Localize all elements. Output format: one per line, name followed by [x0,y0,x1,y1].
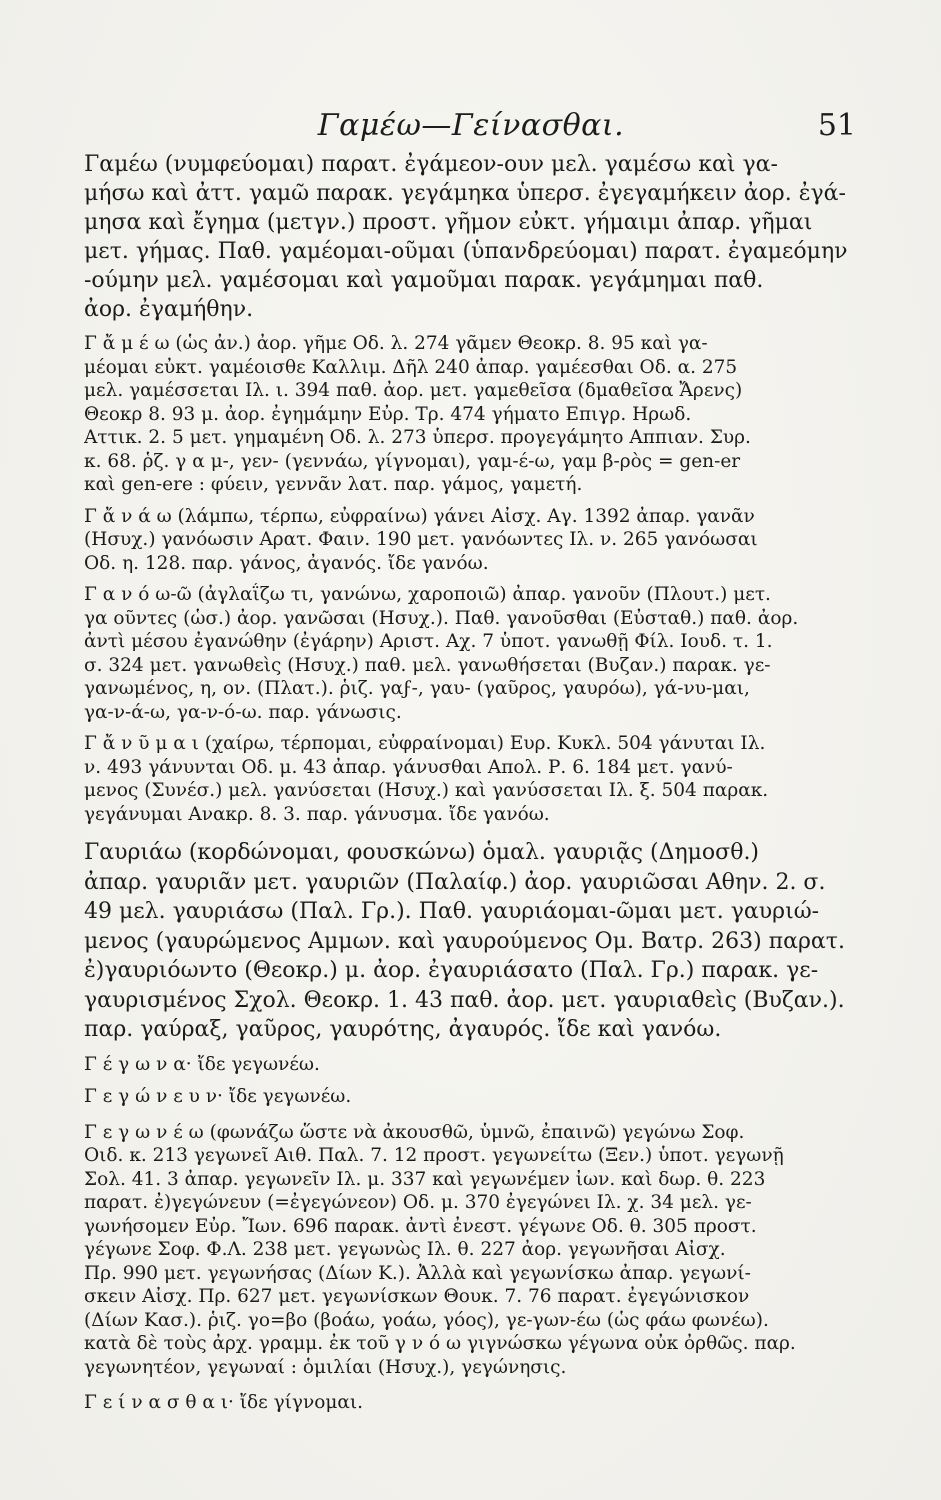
entry-line: (Ησυχ.) γανόωσιν Αρατ. Φαιν. 190 μετ. γανόωντες Ιλ. ν. 265 γανόωσαι [84,529,758,550]
entry-line: Γαυριάω (κορδώνομαι, φουσκώνω) ὁμαλ. γαυριᾷς (Δημοσθ.) [84,840,760,865]
entry-line: κ. 68. ῥζ. γ α μ-, γεν- (γεννάω, γίγνομαι), γαμ-έ-ω, γαμ β-ρὸς = gen-er [84,450,741,472]
dictionary-entry-ganao [84,505,866,576]
entry-gap [84,497,866,505]
dictionary-entry-ganymai [84,732,866,826]
dictionary-body [84,150,866,1415]
entry-line: Γ ἄ ν ῦ μ α ι (χαίρω, τέρπομαι, εὐφραίνομαι) Ευρ. Κυκλ. 504 γάνυται Ιλ. [84,733,766,754]
running-head: Γαμέω—Γείνασθαι. [317,108,625,143]
entry-gap [84,1109,866,1121]
entry-line: γεγάνυμαι Ανακρ. 8. 3. παρ. γάνυσμα. ἴδε γανόω. [84,803,550,825]
dictionary-entry-gegoneu [84,1085,866,1109]
dictionary-entry-gauriao [84,838,866,1045]
entry-line: μησα καὶ ἔγημα (μετγν.) προστ. γῆμον εὐκτ. γήμαιμι ἀπαρ. γῆμαι [84,210,813,235]
entry-line: Γ α ν ό ω-ῶ (ἀγλαΐζω τι, γανώνω, χαροποιῶ) ἀπαρ. γανοῦν (Πλουτ.) μετ. [84,584,771,605]
entry-line: -ούμην μελ. γαμέσομαι καὶ γαμοῦμαι παρακ. γεγάμημαι παθ. [84,268,764,293]
entry-line: ἐ)γαυριόωντο (Θεοκρ.) μ. ἀορ. ἐγαυριάσατο (Παλ. Γρ.) παρακ. γε- [84,958,819,983]
dictionary-entry-ganoo [84,583,866,724]
entry-line: Οδ. η. 128. παρ. γάνος, ἀγανός. ἴδε γανόω. [84,552,489,574]
entry-line: Γ ἄ ν ά ω (λάμπω, τέρπω, εὐφραίνω) γάνει Αἰσχ. Αγ. 1392 ἀπαρ. γανᾶν [84,505,755,527]
entry-line: μενος (γαυρώμενος Αμμων. καὶ γαυρούμενος Ομ. Βατρ. 263) παρατ. [84,928,845,954]
dictionary-entry-gameo [84,150,866,324]
entry-line: ἀντὶ μέσου ἐγανώθην (ἐγάρην) Αριστ. Αχ. 7 ὑποτ. γανωθῇ Φίλ. Ιουδ. τ. 1. [84,631,773,652]
dictionary-entry-gameo-poetic [84,332,866,497]
entry-line: σκειν Αἰσχ. Πρ. 627 μετ. γεγωνίσκων Θουκ. 7. 76 παρατ. ἐγεγώνισκον [84,1286,750,1307]
entry-gap [84,826,866,838]
dictionary-entry-geinasthai [84,1391,866,1415]
entry-line: Οιδ. κ. 213 γεγωνεῖ Αιθ. Παλ. 7. 12 προστ. γεγωνείτω (Ξεν.) ὑποτ. γεγωνῇ [84,1145,784,1166]
entry-line: καὶ gen-ere : φύειν, γεννᾶν λατ. παρ. γάμος, γαμετή. [84,474,583,495]
entry-line: Θεοκρ 8. 93 μ. ἀορ. ἐγημάμην Εὐρ. Τρ. 474 γήματο Επιγρ. Ηρωδ. [84,403,692,425]
entry-line: γα-ν-ά-ω, γα-ν-ό-ω. παρ. γάνωσις. [84,701,402,723]
entry-line: Αττικ. 2. 5 μετ. γημαμένη Οδ. λ. 273 ὑπερσ. προγεγάμητο Αππιαν. Συρ. [84,427,751,448]
entry-gap [84,1045,866,1053]
entry-line: (Δίων Κασ.). ῥιζ. γο=βο (βοάω, γοάω, γόος), γε-γων-έω (ὡς φάω φωνέω). [84,1309,769,1331]
entry-line: γαυρισμένος Σχολ. Θεοκρ. 1. 43 παθ. ἀορ. μετ. γαυριαθεὶς (Βυζαν.). [84,987,845,1013]
entry-gap [84,575,866,583]
entry-line: 49 μελ. γαυριάσω (Παλ. Γρ.). Παθ. γαυριάομαι-ῶμαι μετ. γαυριώ- [84,899,820,924]
entry-line: γέγωνε Σοφ. Φ.Λ. 238 μετ. γεγωνὼς Ιλ. θ. 227 ἀορ. γεγωνῆσαι Αἰσχ. [84,1239,726,1260]
entry-gap [84,324,866,332]
entry-line: μενος (Συνέσ.) μελ. γανύσεται (Ησυχ.) καὶ γανύσσεται Ιλ. ξ. 504 παρακ. [84,780,769,801]
entry-line: Γ ε ί ν α σ θ α ι· ἴδε γίγνομαι. [84,1392,363,1413]
page-header [86,108,856,152]
entry-gap [84,724,866,732]
entry-line: μετ. γήμας. Παθ. γαμέομαι-οῦμαι (ὑπανδρεύομαι) παρατ. ἐγαμεόμην [84,239,848,264]
dictionary-entry-gegoneo [84,1121,866,1380]
entry-gap [84,1077,866,1085]
entry-line: γανωμένος, η, ον. (Πλατ.). ῥιζ. γαϝ-, γαυ- (γαῦρος, γαυρόω), γά-νυ-μαι, [84,678,750,699]
entry-line: ν. 493 γάνυνται Οδ. μ. 43 ἀπαρ. γάνυσθαι Απολ. Ρ. 6. 184 μετ. γανύ- [84,756,733,778]
entry-line: παρ. γαύραξ, γαῦρος, γαυρότης, ἀγαυρός. ἴδε καὶ γανόω. [84,1017,722,1042]
entry-line: Πρ. 990 μετ. γεγωνήσας (Δίων Κ.). Ἀλλὰ καὶ γεγωνίσκω ἀπαρ. γεγωνί- [84,1262,751,1284]
page-number: 51 [817,108,856,143]
entry-line: ἀορ. ἐγαμήθην. [84,297,254,322]
entry-line: μέομαι εὐκτ. γαμέοισθε Καλλιμ. Δῆλ 240 ἀπαρ. γαμέεσθαι Οδ. α. 275 [84,356,738,378]
entry-line: μήσω καὶ ἀττ. γαμῶ παρακ. γεγάμηκα ὑπερσ. ἐγεγαμήκειν ἀορ. ἐγά- [84,181,846,206]
entry-gap [84,1379,866,1391]
entry-line: παρατ. ἐ)γεγώνευν (=ἐγεγώνεον) Οδ. μ. 370 ἐγεγώνει Ιλ. χ. 34 μελ. γε- [84,1192,752,1213]
entry-line: Γ ε γ ώ ν ε υ ν· ἴδε γεγωνέω. [84,1085,352,1107]
entry-line: κατὰ δὲ τοὺς ἀρχ. γραμμ. ἐκ τοῦ γ ν ό ω γιγνώσκω γέγωνα οὐκ ὀρθῶς. παρ. [84,1333,796,1354]
entry-line: σ. 324 μετ. γανωθεὶς (Ησυχ.) παθ. μελ. γανωθήσεται (Βυζαν.) παρακ. γε- [84,654,771,676]
entry-line: Γαμέω (νυμφεύομαι) παρατ. ἐγάμεον-ουν μελ. γαμέσω καὶ γα- [84,152,778,177]
entry-line: Σολ. 41. 3 ἀπαρ. γεγωνεῖν Ιλ. μ. 337 καὶ γεγωνέμεν ἰων. καὶ δωρ. θ. 223 [84,1168,766,1190]
entry-line: γα οῦντες (ὡσ.) ἀορ. γανῶσαι (Ησυχ.). Παθ. γανοῦσθαι (Εὐσταθ.) παθ. ἀορ. [84,607,799,629]
entry-line: γεγωνητέον, γεγωναί : ὁμιλίαι (Ησυχ.), γεγώνησις. [84,1356,567,1378]
dictionary-entry-gegona [84,1053,866,1077]
entry-line: Γ έ γ ω ν α· ἴδε γεγωνέω. [84,1053,320,1075]
entry-line: Γ ἄ μ έ ω (ὡς ἀν.) ἀορ. γῆμε Οδ. λ. 274 γᾶμεν Θεοκρ. 8. 95 καὶ γα- [84,333,708,354]
entry-line: γωνήσομεν Εὐρ. Ἴων. 696 παρακ. ἀντὶ ἐνεστ. γέγωνε Οδ. θ. 305 προστ. [84,1215,757,1237]
entry-line: Γ ε γ ω ν έ ω (φωνάζω ὥστε νὰ ἀκουσθῶ, ὑμνῶ, ἐπαινῶ) γεγώνω Σοφ. [84,1121,745,1143]
entry-line: ἀπαρ. γαυριᾶν μετ. γαυριῶν (Παλαίφ.) ἀορ. γαυριῶσαι Αθην. 2. σ. [84,869,826,895]
entry-line: μελ. γαμέσσεται Ιλ. ι. 394 παθ. ἀορ. μετ. γαμεθεῖσα (δμαθεῖσα Ἄρενς) [84,380,743,401]
